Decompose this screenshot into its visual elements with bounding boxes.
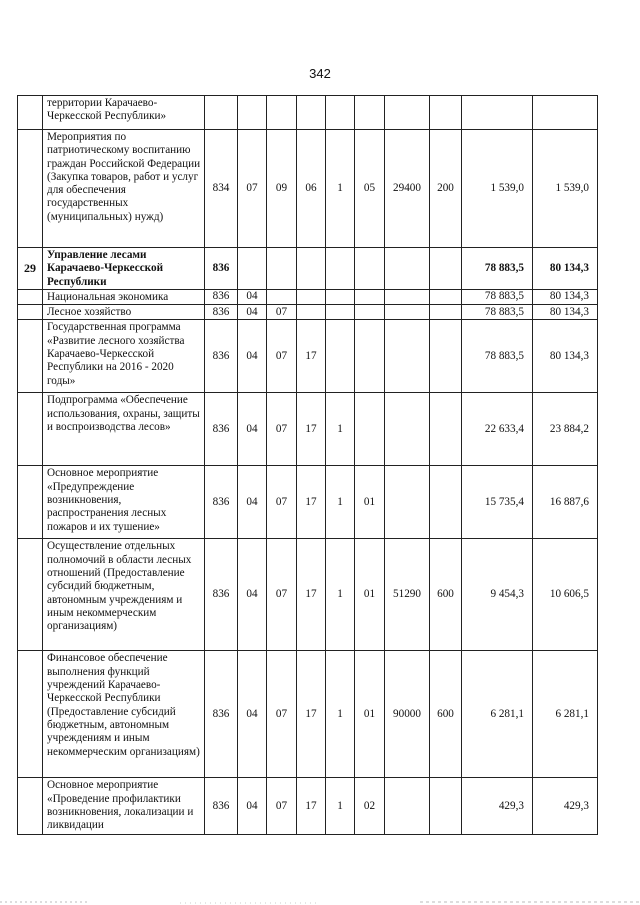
subsection-code-cell: 07 [267, 651, 297, 778]
item-name-cell: Основное мероприятие «Проведение профилактики возникновения, локализации и ликвидации [43, 778, 205, 835]
item-name-cell: Основное мероприятие «Предупреждение возникновения, распространения лесных пожаров и их тушение» [43, 466, 205, 539]
program-code-cell [297, 96, 326, 130]
amount-year2-cell: 1 539,0 [533, 130, 598, 248]
measure-code-cell: 01 [355, 539, 385, 651]
ministry-code-cell: 834 [205, 130, 238, 248]
row-number-cell [18, 96, 43, 130]
amount-year1-cell: 9 454,3 [462, 539, 533, 651]
amount-year1-cell: 6 281,1 [462, 651, 533, 778]
row-number-cell [18, 305, 43, 320]
item-name-cell: Мероприятия по патриотическому воспитанию граждан Российской Федерации (Закупка товаров, работ и услуг для обеспечения государственных (муниципальных) нужд) [43, 130, 205, 248]
scan-edge-marks [0, 893, 640, 905]
direction-code-cell [385, 305, 430, 320]
measure-code-cell [355, 96, 385, 130]
expense-type-cell [430, 96, 462, 130]
program-code-cell: 17 [297, 651, 326, 778]
section-code-cell: 07 [238, 130, 267, 248]
table-row [18, 96, 598, 130]
amount-year1-cell: 78 883,5 [462, 248, 533, 290]
subprogram-code-cell: 1 [326, 778, 355, 835]
section-code-cell: 04 [238, 289, 267, 304]
measure-code-cell [355, 248, 385, 290]
section-code-cell [238, 96, 267, 130]
subprogram-code-cell: 1 [326, 539, 355, 651]
subprogram-code-cell: 1 [326, 393, 355, 466]
item-name-cell: Государственная программа «Развитие лесного хозяйства Карачаево-Черкесской Республики на 2016 - 2020 годы» [43, 320, 205, 393]
amount-year2-cell: 16 887,6 [533, 466, 598, 539]
item-name-cell: Управление лесами Карачаево-Черкесской Республики [43, 248, 205, 290]
ministry-code-cell: 836 [205, 305, 238, 320]
program-code-cell: 06 [297, 130, 326, 248]
program-code-cell [297, 305, 326, 320]
amount-year1-cell: 78 883,5 [462, 305, 533, 320]
expense-type-cell [430, 248, 462, 290]
table-row [18, 778, 598, 835]
section-code-cell: 04 [238, 466, 267, 539]
row-number-cell [18, 130, 43, 248]
ministry-code-cell: 836 [205, 289, 238, 304]
amount-year1-cell [462, 96, 533, 130]
row-number-cell [18, 778, 43, 835]
direction-code-cell: 51290 [385, 539, 430, 651]
subsection-code-cell [267, 248, 297, 290]
ministry-code-cell: 836 [205, 651, 238, 778]
measure-code-cell [355, 393, 385, 466]
subprogram-code-cell [326, 320, 355, 393]
expense-type-cell [430, 289, 462, 304]
measure-code-cell [355, 289, 385, 304]
subprogram-code-cell: 1 [326, 466, 355, 539]
amount-year1-cell: 15 735,4 [462, 466, 533, 539]
subsection-code-cell: 09 [267, 130, 297, 248]
row-number-cell: 29 [18, 248, 43, 290]
amount-year1-cell: 78 883,5 [462, 320, 533, 393]
amount-year2-cell: 80 134,3 [533, 248, 598, 290]
subprogram-code-cell: 1 [326, 651, 355, 778]
program-code-cell [297, 248, 326, 290]
subsection-code-cell: 07 [267, 778, 297, 835]
direction-code-cell: 29400 [385, 130, 430, 248]
subsection-code-cell [267, 289, 297, 304]
subsection-code-cell: 07 [267, 393, 297, 466]
program-code-cell [297, 289, 326, 304]
table-row [18, 305, 598, 320]
expense-type-cell: 600 [430, 651, 462, 778]
table-row [18, 289, 598, 304]
amount-year2-cell: 80 134,3 [533, 305, 598, 320]
section-code-cell: 04 [238, 305, 267, 320]
measure-code-cell: 05 [355, 130, 385, 248]
section-code-cell: 04 [238, 651, 267, 778]
direction-code-cell [385, 96, 430, 130]
direction-code-cell [385, 778, 430, 835]
row-number-cell [18, 289, 43, 304]
budget-table [17, 95, 598, 835]
expense-type-cell: 200 [430, 130, 462, 248]
direction-code-cell [385, 320, 430, 393]
table-row [18, 320, 598, 393]
amount-year2-cell: 6 281,1 [533, 651, 598, 778]
direction-code-cell [385, 393, 430, 466]
measure-code-cell: 01 [355, 651, 385, 778]
program-code-cell: 17 [297, 466, 326, 539]
amount-year2-cell: 80 134,3 [533, 320, 598, 393]
ministry-code-cell: 836 [205, 320, 238, 393]
item-name-cell: территории Карачаево-Черкесской Республики» [43, 96, 205, 130]
subprogram-code-cell [326, 248, 355, 290]
amount-year2-cell [533, 96, 598, 130]
ministry-code-cell [205, 96, 238, 130]
expense-type-cell: 600 [430, 539, 462, 651]
amount-year1-cell: 429,3 [462, 778, 533, 835]
item-name-cell: Национальная экономика [43, 289, 205, 304]
section-code-cell: 04 [238, 539, 267, 651]
page-number: 342 [309, 66, 331, 81]
table-row [18, 539, 598, 651]
expense-type-cell [430, 305, 462, 320]
ministry-code-cell: 836 [205, 778, 238, 835]
item-name-cell: Лесное хозяйство [43, 305, 205, 320]
program-code-cell: 17 [297, 539, 326, 651]
program-code-cell: 17 [297, 393, 326, 466]
section-code-cell: 04 [238, 393, 267, 466]
amount-year1-cell: 1 539,0 [462, 130, 533, 248]
subsection-code-cell: 07 [267, 320, 297, 393]
program-code-cell: 17 [297, 778, 326, 835]
item-name-cell: Осуществление отдельных полномочий в области лесных отношений (Предоставление субсидий бюджетным, автономным учреждениям и иным некоммерческим организациям) [43, 539, 205, 651]
row-number-cell [18, 651, 43, 778]
subprogram-code-cell: 1 [326, 130, 355, 248]
amount-year2-cell: 10 606,5 [533, 539, 598, 651]
measure-code-cell: 02 [355, 778, 385, 835]
amount-year2-cell: 23 884,2 [533, 393, 598, 466]
subprogram-code-cell [326, 305, 355, 320]
table-row [18, 130, 598, 248]
subprogram-code-cell [326, 289, 355, 304]
measure-code-cell [355, 320, 385, 393]
ministry-code-cell: 836 [205, 248, 238, 290]
table-row [18, 466, 598, 539]
subsection-code-cell: 07 [267, 466, 297, 539]
table-row [18, 651, 598, 778]
program-code-cell: 17 [297, 320, 326, 393]
direction-code-cell: 90000 [385, 651, 430, 778]
section-code-cell: 04 [238, 320, 267, 393]
table-row [18, 248, 598, 290]
section-code-cell: 04 [238, 778, 267, 835]
measure-code-cell [355, 305, 385, 320]
amount-year2-cell: 429,3 [533, 778, 598, 835]
measure-code-cell: 01 [355, 466, 385, 539]
item-name-cell: Подпрограмма «Обеспечение использования, охраны, защиты и воспроизводства лесов» [43, 393, 205, 466]
subsection-code-cell: 07 [267, 539, 297, 651]
row-number-cell [18, 320, 43, 393]
direction-code-cell [385, 289, 430, 304]
amount-year1-cell: 78 883,5 [462, 289, 533, 304]
item-name-cell: Финансовое обеспечение выполнения функций учреждений Карачаево-Черкесской Республики (Предоставление субсидий бюджетным, автономным учреждениям и иным некоммерческим организациям) [43, 651, 205, 778]
row-number-cell [18, 393, 43, 466]
subsection-code-cell: 07 [267, 305, 297, 320]
subprogram-code-cell [326, 96, 355, 130]
ministry-code-cell: 836 [205, 466, 238, 539]
expense-type-cell [430, 778, 462, 835]
amount-year2-cell: 80 134,3 [533, 289, 598, 304]
ministry-code-cell: 836 [205, 393, 238, 466]
table-row [18, 393, 598, 466]
direction-code-cell [385, 248, 430, 290]
subsection-code-cell [267, 96, 297, 130]
expense-type-cell [430, 393, 462, 466]
direction-code-cell [385, 466, 430, 539]
expense-type-cell [430, 466, 462, 539]
expense-type-cell [430, 320, 462, 393]
section-code-cell [238, 248, 267, 290]
row-number-cell [18, 539, 43, 651]
row-number-cell [18, 466, 43, 539]
amount-year1-cell: 22 633,4 [462, 393, 533, 466]
ministry-code-cell: 836 [205, 539, 238, 651]
